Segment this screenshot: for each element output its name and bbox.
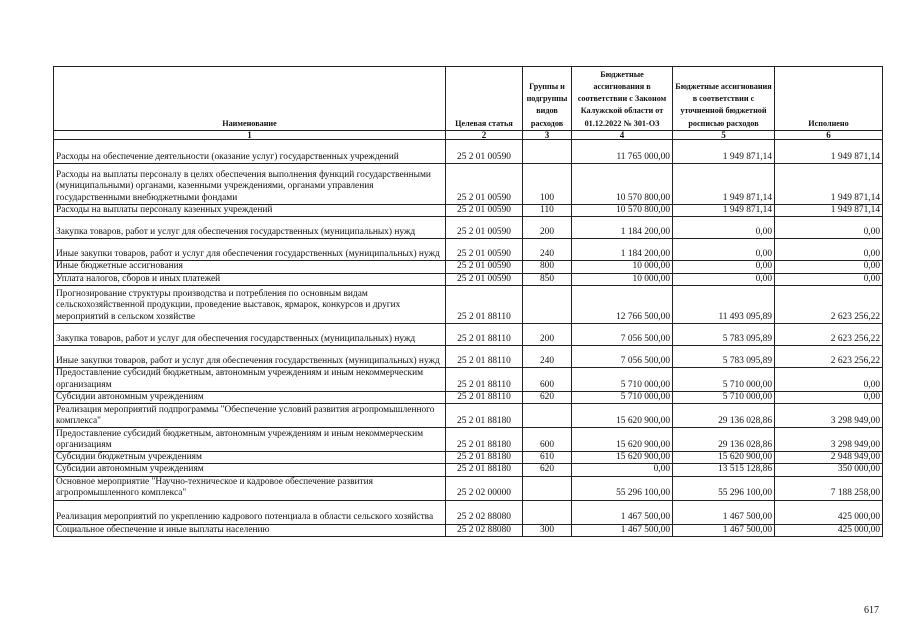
row-revised-amount: 5 710 000,00 xyxy=(673,367,775,391)
row-target-article: 25 2 01 88110 xyxy=(446,391,523,403)
row-executed-amount: 0,00 xyxy=(775,367,883,391)
row-executed-amount: 0,00 xyxy=(775,273,883,285)
row-target-article: 25 2 02 00000 xyxy=(446,476,523,500)
row-target-article: 25 2 01 00590 xyxy=(446,164,523,205)
column-number-row xyxy=(54,131,883,140)
row-law-amount: 5 710 000,00 xyxy=(572,367,673,391)
row-expense-group xyxy=(523,404,572,428)
row-target-article: 25 2 02 88080 xyxy=(446,500,523,524)
row-expense-group: 240 xyxy=(523,239,572,261)
row-law-amount: 15 620 900,00 xyxy=(572,428,673,452)
row-revised-amount: 55 296 100,00 xyxy=(673,476,775,500)
table-row xyxy=(54,140,883,164)
table-row xyxy=(54,345,883,367)
row-law-amount: 1 467 500,00 xyxy=(572,524,673,536)
row-expense-group: 620 xyxy=(523,391,572,403)
row-name: Иные бюджетные ассигнования xyxy=(54,261,446,273)
row-expense-group: 240 xyxy=(523,345,572,367)
row-revised-amount: 0,00 xyxy=(673,239,775,261)
header-executed: Исполнено xyxy=(775,67,883,131)
row-executed-amount: 1 949 871,14 xyxy=(775,140,883,164)
header-revised-appropriations: Бюджетные ассигнования в соответствии с уточненной бюджетной росписью расходов xyxy=(673,67,775,131)
table-row xyxy=(54,428,883,452)
row-expense-group xyxy=(523,140,572,164)
row-law-amount: 10 570 800,00 xyxy=(572,205,673,217)
row-name: Субсидии бюджетным учреждениям xyxy=(54,452,446,464)
table-row xyxy=(54,273,883,285)
column-number: 2 xyxy=(446,131,523,140)
page-number: 617 xyxy=(864,605,879,616)
header-name: Наименование xyxy=(54,67,446,131)
row-revised-amount: 11 493 095,89 xyxy=(673,285,775,323)
row-revised-amount: 0,00 xyxy=(673,217,775,239)
table-row xyxy=(54,500,883,524)
row-executed-amount: 3 298 949,00 xyxy=(775,428,883,452)
row-law-amount: 10 000,00 xyxy=(572,261,673,273)
row-executed-amount: 2 623 256,22 xyxy=(775,345,883,367)
column-number: 3 xyxy=(523,131,572,140)
row-target-article: 25 2 01 88180 xyxy=(446,452,523,464)
row-revised-amount: 5 783 095,89 xyxy=(673,323,775,345)
row-revised-amount: 1 949 871,14 xyxy=(673,140,775,164)
row-law-amount: 10 570 800,00 xyxy=(572,164,673,205)
row-law-amount: 15 620 900,00 xyxy=(572,452,673,464)
table-body xyxy=(54,140,883,537)
table-row xyxy=(54,285,883,323)
row-executed-amount: 0,00 xyxy=(775,239,883,261)
row-law-amount: 15 620 900,00 xyxy=(572,404,673,428)
row-law-amount: 1 184 200,00 xyxy=(572,217,673,239)
row-name: Расходы на обеспечение деятельности (оказание услуг) государственных учреждений xyxy=(54,140,446,164)
column-number: 1 xyxy=(54,131,446,140)
row-target-article: 25 2 01 88180 xyxy=(446,404,523,428)
row-revised-amount: 1 949 871,14 xyxy=(673,205,775,217)
row-executed-amount: 2 623 256,22 xyxy=(775,285,883,323)
row-target-article: 25 2 01 88110 xyxy=(446,345,523,367)
row-revised-amount: 0,00 xyxy=(673,273,775,285)
row-name: Иные закупки товаров, работ и услуг для обеспечения государственных (муниципальных) нужд xyxy=(54,345,446,367)
row-target-article: 25 2 01 88110 xyxy=(446,285,523,323)
row-expense-group: 800 xyxy=(523,261,572,273)
row-executed-amount: 425 000,00 xyxy=(775,524,883,536)
row-executed-amount: 7 188 258,00 xyxy=(775,476,883,500)
table-row xyxy=(54,205,883,217)
row-revised-amount: 29 136 028,86 xyxy=(673,404,775,428)
row-name: Субсидии автономным учреждениям xyxy=(54,464,446,476)
row-expense-group: 600 xyxy=(523,428,572,452)
table-row xyxy=(54,217,883,239)
header-law-appropriations: Бюджетные ассигнования в соответствии с Законом Калужской области от 01.12.2022 № 301-ОЗ xyxy=(572,67,673,131)
row-executed-amount: 0,00 xyxy=(775,391,883,403)
row-target-article: 25 2 01 00590 xyxy=(446,205,523,217)
row-name: Закупка товаров, работ и услуг для обеспечения государственных (муниципальных) нужд xyxy=(54,217,446,239)
row-name: Прогнозирование структуры производства и потребления по основным видам сельскохозяйственной продукции, проведение выставок, ярмарок, конкурсов и других мероприятий в сельском хозяйстве xyxy=(54,285,446,323)
row-name: Основное мероприятие "Научно-техническое и кадровое обеспечение развития агропромышленного комплекса" xyxy=(54,476,446,500)
row-law-amount: 1 467 500,00 xyxy=(572,500,673,524)
table-row xyxy=(54,452,883,464)
column-number: 6 xyxy=(775,131,883,140)
budget-execution-table xyxy=(53,66,883,537)
row-name: Предоставление субсидий бюджетным, автономным учреждениям и иным некоммерческим организациям xyxy=(54,367,446,391)
row-name: Расходы на выплаты персоналу в целях обеспечения выполнения функций государственными (муниципальными) органами, казенными учреждениями, органами управления государственными внебюджетными фондами xyxy=(54,164,446,205)
row-name: Уплата налогов, сборов и иных платежей xyxy=(54,273,446,285)
row-name: Реализация мероприятий подпрограммы "Обеспечение условий развития агропромышленного комплекса" xyxy=(54,404,446,428)
row-executed-amount: 2 623 256,22 xyxy=(775,323,883,345)
table-row xyxy=(54,323,883,345)
row-name: Реализация мероприятий по укреплению кадрового потенциала в области сельского хозяйства xyxy=(54,500,446,524)
row-expense-group: 850 xyxy=(523,273,572,285)
row-target-article: 25 2 01 00590 xyxy=(446,239,523,261)
table-row xyxy=(54,164,883,205)
column-number: 5 xyxy=(673,131,775,140)
row-revised-amount: 15 620 900,00 xyxy=(673,452,775,464)
row-target-article: 25 2 01 00590 xyxy=(446,273,523,285)
row-law-amount: 7 056 500,00 xyxy=(572,345,673,367)
row-expense-group xyxy=(523,500,572,524)
table-row xyxy=(54,476,883,500)
row-revised-amount: 0,00 xyxy=(673,261,775,273)
row-target-article: 25 2 01 00590 xyxy=(446,217,523,239)
table-header-row xyxy=(54,67,883,131)
row-executed-amount: 425 000,00 xyxy=(775,500,883,524)
row-expense-group xyxy=(523,476,572,500)
row-target-article: 25 2 01 88180 xyxy=(446,464,523,476)
row-revised-amount: 5 710 000,00 xyxy=(673,391,775,403)
row-law-amount: 12 766 500,00 xyxy=(572,285,673,323)
row-expense-group xyxy=(523,285,572,323)
row-law-amount: 5 710 000,00 xyxy=(572,391,673,403)
row-expense-group: 100 xyxy=(523,164,572,205)
row-law-amount: 1 184 200,00 xyxy=(572,239,673,261)
row-law-amount: 0,00 xyxy=(572,464,673,476)
row-expense-group: 200 xyxy=(523,323,572,345)
row-name: Расходы на выплаты персоналу казенных учреждений xyxy=(54,205,446,217)
row-revised-amount: 13 515 128,86 xyxy=(673,464,775,476)
row-revised-amount: 29 136 028,86 xyxy=(673,428,775,452)
row-expense-group: 200 xyxy=(523,217,572,239)
table-row xyxy=(54,367,883,391)
row-law-amount: 10 000,00 xyxy=(572,273,673,285)
table-row xyxy=(54,239,883,261)
row-expense-group: 620 xyxy=(523,464,572,476)
row-executed-amount: 350 000,00 xyxy=(775,464,883,476)
row-law-amount: 7 056 500,00 xyxy=(572,323,673,345)
row-name: Социальное обеспечение и иные выплаты населению xyxy=(54,524,446,536)
row-executed-amount: 3 298 949,00 xyxy=(775,404,883,428)
column-number: 4 xyxy=(572,131,673,140)
row-revised-amount: 1 467 500,00 xyxy=(673,500,775,524)
row-target-article: 25 2 01 00590 xyxy=(446,140,523,164)
header-target-article: Целевая статья xyxy=(446,67,523,131)
row-target-article: 25 2 02 88080 xyxy=(446,524,523,536)
row-executed-amount: 0,00 xyxy=(775,217,883,239)
row-revised-amount: 5 783 095,89 xyxy=(673,345,775,367)
table-row xyxy=(54,261,883,273)
row-target-article: 25 2 01 88180 xyxy=(446,428,523,452)
table-row xyxy=(54,464,883,476)
row-executed-amount: 0,00 xyxy=(775,261,883,273)
row-expense-group: 110 xyxy=(523,205,572,217)
row-expense-group: 300 xyxy=(523,524,572,536)
row-expense-group: 600 xyxy=(523,367,572,391)
header-expense-groups: Группы и подгруппы видов расходов xyxy=(523,67,572,131)
table-row xyxy=(54,391,883,403)
row-target-article: 25 2 01 88110 xyxy=(446,367,523,391)
row-executed-amount: 2 948 949,00 xyxy=(775,452,883,464)
row-law-amount: 11 765 000,00 xyxy=(572,140,673,164)
row-name: Предоставление субсидий бюджетным, автономным учреждениям и иным некоммерческим организациям xyxy=(54,428,446,452)
row-law-amount: 55 296 100,00 xyxy=(572,476,673,500)
table-row xyxy=(54,404,883,428)
row-name: Иные закупки товаров, работ и услуг для обеспечения государственных (муниципальных) нужд xyxy=(54,239,446,261)
table-row xyxy=(54,524,883,536)
row-expense-group: 610 xyxy=(523,452,572,464)
row-executed-amount: 1 949 871,14 xyxy=(775,164,883,205)
row-target-article: 25 2 01 00590 xyxy=(446,261,523,273)
row-executed-amount: 1 949 871,14 xyxy=(775,205,883,217)
row-name: Закупка товаров, работ и услуг для обеспечения государственных (муниципальных) нужд xyxy=(54,323,446,345)
row-target-article: 25 2 01 88110 xyxy=(446,323,523,345)
row-revised-amount: 1 949 871,14 xyxy=(673,164,775,205)
row-revised-amount: 1 467 500,00 xyxy=(673,524,775,536)
row-name: Субсидии автономным учреждениям xyxy=(54,391,446,403)
